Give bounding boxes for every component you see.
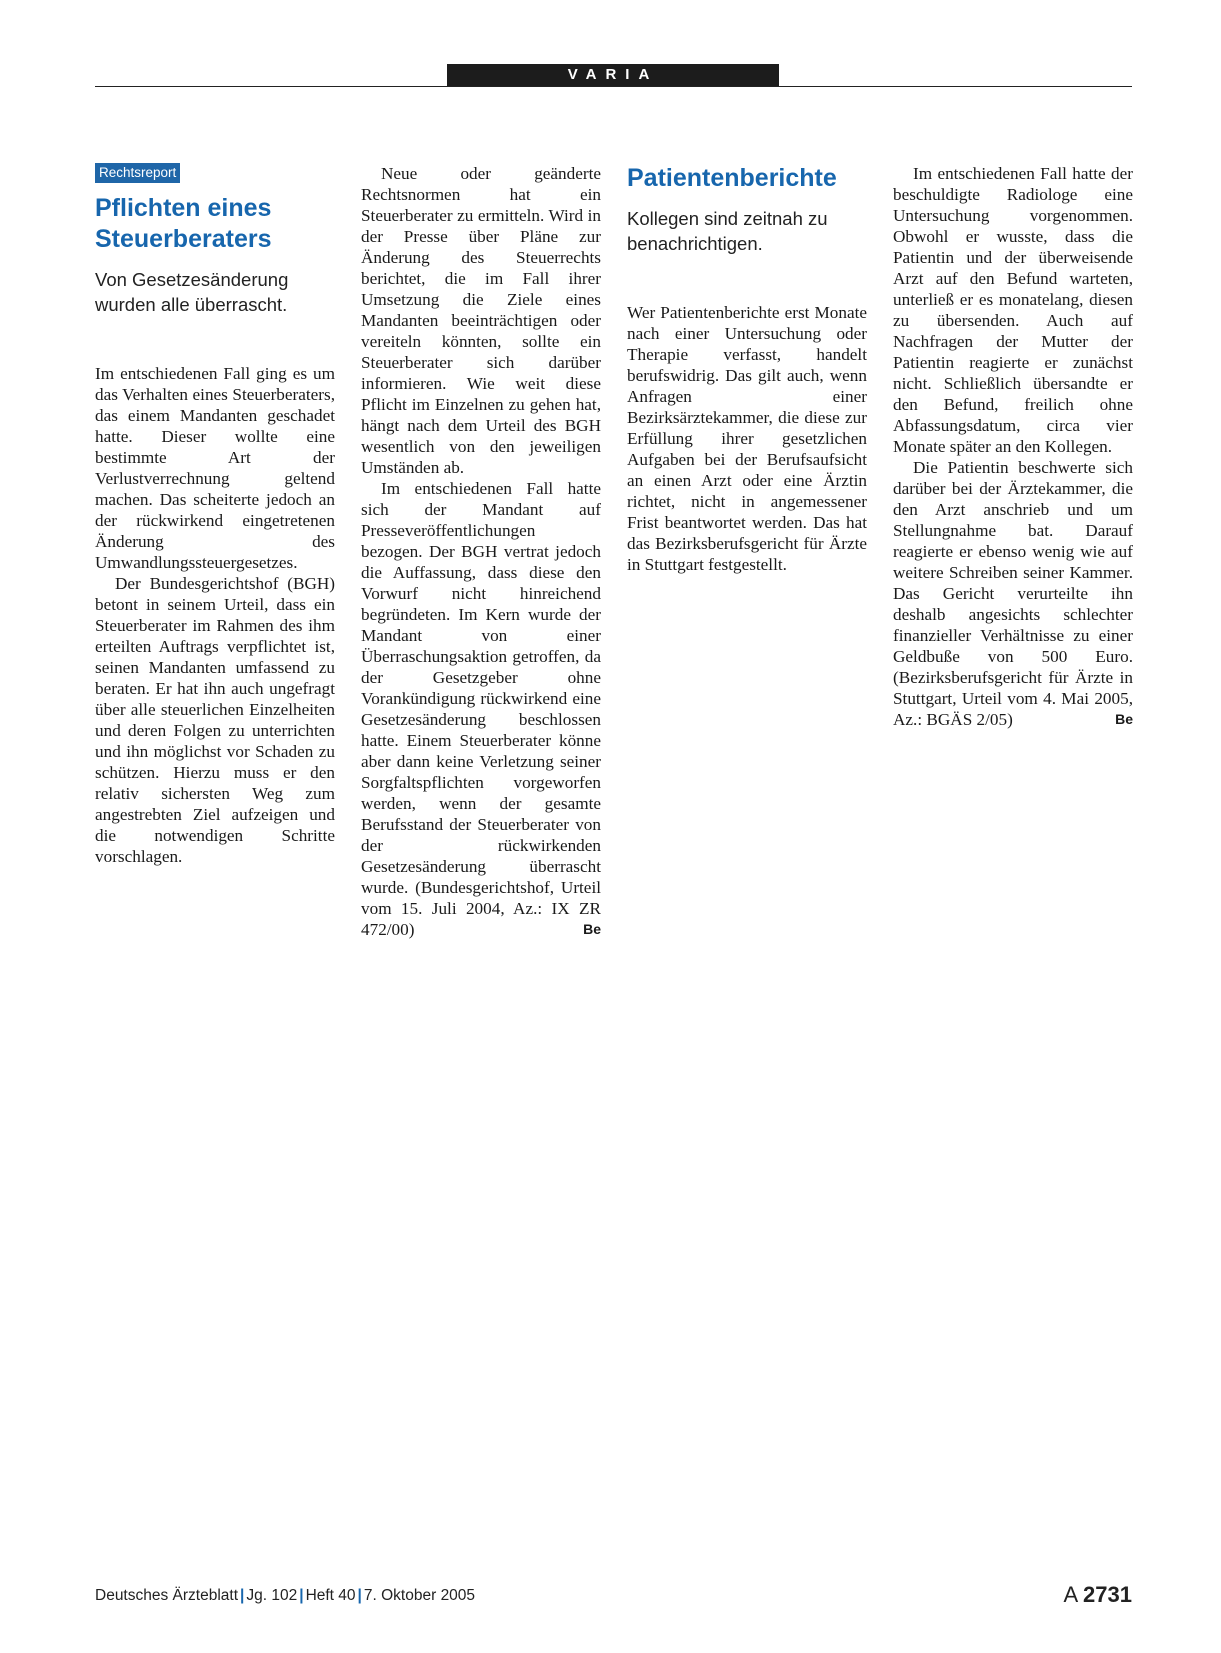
column-2 [361, 163, 601, 940]
column-1 [95, 163, 335, 867]
article1-paragraph-4 [361, 478, 601, 940]
page-prefix: A [1063, 1582, 1077, 1607]
publication-date: 7. Oktober 2005 [363, 1587, 476, 1604]
journal-name: Deutsches Ärzteblatt [95, 1587, 239, 1604]
article1-paragraph-2: Der Bundesgerichtshof (BGH) betont in seinem Urteil, dass ein Steuerberater im Rahmen des ihm erteilten Auftrags verpflichtet ist, seinen Mandanten umfassend zu beraten. Er hat ihn auch ungefragt über alle steuerlichen Einzelheiten und deren Folgen zu unterrichten und ihn möglichst vor Schaden zu schützen. Hierzu muss er den relativ sichersten Weg zum angestrebten Ziel aufzeigen und die notwendigen Schritte vorschlagen. [95, 574, 335, 866]
footer: Deutsches Ärzteblatt | Jg. 102 | Heft 40 | 7. Oktober 2005 [95, 1587, 476, 1604]
article1-title-line1: Pflichten eines [95, 194, 272, 222]
article1-paragraph-3: Neue oder geänderte Rechtsnormen hat ein Steuerberater zu ermitteln. Wird in der Presse über Pläne zur Änderung des Steuerrechts berichtet, die im Fall ihrer Umsetzung die Ziele eines Mandanten beeinträchtigen oder vereiteln könnten, sollte ein Steuerberater sich darüber informieren. Wie weit diese Pflicht im Einzelnen zu gehen hat, hängt nach dem Urteil des BGH wesentlich von den jeweiligen Umständen ab. [361, 164, 601, 477]
category-tag: Rechtsreport [95, 163, 180, 183]
article1-title-line2: Steuerberaters [95, 225, 272, 253]
column-4 [893, 163, 1133, 730]
article1-subtitle: Von Gesetzesänderung wurden alle überrascht. [95, 269, 289, 315]
article2-paragraph-3-text: Die Patientin beschwerte sich darüber bei der Ärztekammer, die den Arzt anschrieb und um Stellungnahme bat. Darauf reagierte er ebenso wenig wie auf weitere Schreiben seiner Kammer. Das Gericht verurteilte ihn deshalb angesichts schlechter finanzieller Verhältnisse zu einer Geldbuße von 500 Euro. (Bezirksberufsgericht für Ärzte in Stuttgart, Urteil vom 4. Mai 2005, Az.: BGÄS 2/05) [893, 458, 1133, 729]
page-number [1063, 1582, 1132, 1608]
issue: Heft 40 [305, 1587, 356, 1604]
article2-paragraph-2: Im entschiedenen Fall hatte der beschuldigte Radiologe eine Untersuchung vorgenommen. Obwohl er wusste, dass die Patientin und der überweisende Arzt auf den Befund warteten, unterließ er es monatelang, diesen zu übersenden. Auch auf Nachfragen der Mutter der Patientin reagierte er zunächst nicht. Schließlich übersandte er den Befund, freilich ohne Abfassungsdatum, circa vier Monate später an den Kollegen. [893, 164, 1133, 456]
article2-signature: Be [1115, 711, 1133, 727]
article2-title: Patientenberichte [627, 164, 837, 192]
article1-signature: Be [583, 921, 601, 937]
article1-title [95, 193, 335, 255]
section-label: VARIA [447, 64, 779, 86]
article1-paragraph-4-text: Im entschiedenen Fall hatte sich der Mandant auf Presseveröffentlichungen bezogen. Der BGH vertrat jedoch die Auffassung, dass diese den Vorwurf nicht hinreichend begründeten. Im Kern wurde der Mandant von einer Überraschungsaktion getroffen, da der Gesetzgeber ohne Vorankündigung rückwirkend eine Gesetzesänderung beschlossen hatte. Einem Steuerberater könne aber dann keine Verletzung seiner Sorgfaltspflichten vorgeworfen werden, wenn der gesamte Berufsstand der Steuerberater von der rückwirkenden Gesetzesänderung überrascht wurde. (Bundesgerichtshof, Urteil vom 15. Juli 2004, Az.: IX ZR 472/00) [361, 479, 601, 939]
column-3 [627, 163, 867, 575]
article2-paragraph-3 [893, 457, 1133, 730]
volume: Jg. 102 [246, 1587, 298, 1604]
page-number-value: 2731 [1083, 1582, 1132, 1607]
article2-subtitle: Kollegen sind zeitnah zu benachrichtigen. [627, 208, 828, 254]
article1-paragraph-1: Im entschiedenen Fall ging es um das Verhalten eines Steuerberaters, das einem Mandanten geschadet hatte. Dieser wollte eine bestimmte Art der Verlustverrechnung geltend machen. Das scheiterte jedoch an der rückwirkend eingetretenen Änderung des Umwandlungssteuergesetzes. [95, 364, 335, 572]
article2-paragraph-1: Wer Patientenberichte erst Monate nach einer Untersuchung oder Therapie verfasst, handelt berufswidrig. Das gilt auch, wenn Anfragen einer Bezirksärztekammer, die diese zur Erfüllung ihrer gesetzlichen Aufgaben bei der Berufsaufsicht an einen Arzt oder eine Ärztin richtet, nicht in angemessener Frist beantwortet werden. Das hat das Bezirksberufsgericht für Ärzte in Stuttgart festgestellt. [627, 303, 867, 574]
header-rule [95, 86, 1132, 87]
